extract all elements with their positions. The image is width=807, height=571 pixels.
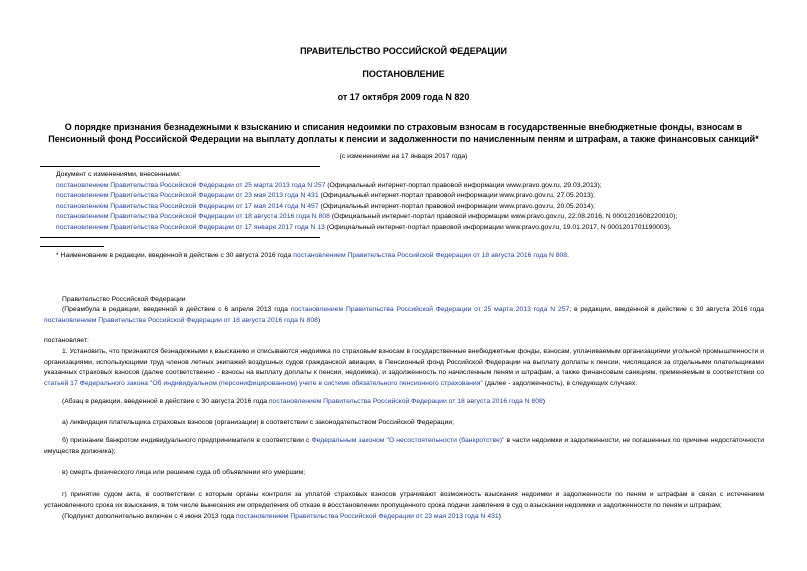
paragraph-1-note-link[interactable]: постановлением Правительства Российской Федерации от 18 августа 2016 года N 808 — [268, 398, 543, 405]
preamble-note — [44, 305, 764, 326]
subparagraph-v: в) смерть физического лица или решение суда об объявлении его умершим; — [62, 469, 306, 476]
preamble-link-808[interactable]: постановлением Правительства Российской Федерации от 18 августа 2016 года N 808 — [44, 316, 318, 324]
decides: постановляет: — [44, 337, 89, 344]
paragraph-1-text: 1. Установить, что признаются безнадежными к взысканию и списываются недоимка по страховым взносам в государственные внебюджетные фонды, взносам, уплачиваемым организациями угольной промышленности и организациями, использующими труд членов летных экипажей воздушных судов гражданской авиации, в Пенсионный фонд Российской Федерации на выплату доплаты к пенсии, числящаяся за отдельными плательщиками указанных страховых взносов (далее соответственно - взносы на выплату доплаты к пенсии, недоимка), и задолженность по начисленным пеням и штрафам, а также финансовым санкциям, применяемым в соответствии со — [44, 348, 764, 376]
paragraph-1-tail: (далее - задолженность), в следующих случаях: — [482, 379, 638, 387]
amendment-source: (Официальный интернет-портал правовой информации www.pravo.gov.ru, 19.01.2017, N 0001201701190003). — [324, 223, 672, 231]
subparagraph-b-suffix: в части недоимки и задолженности, не погашенных по причине недостаточности имущества должника); — [44, 437, 764, 455]
changes-note: (с изменениями на 17 января 2017 года) — [339, 153, 468, 160]
separator-middle — [40, 237, 320, 238]
subparagraph-g-note-prefix: (Подпункт дополнительно включен с 4 июня 2013 года — [62, 513, 237, 520]
amendment-source: (Официальный интернет-портал правовой информации www.pravo.gov.ru, 20.05.2014); — [318, 202, 595, 210]
footnote-suffix: . — [567, 252, 569, 259]
amendment-link[interactable]: постановлением Правительства Российской Федерации от 18 августа 2016 года N 808 — [56, 213, 330, 220]
amendment-link[interactable]: постановлением Правительства Российской Федерации от 17 января 2017 года N 13 — [56, 223, 325, 231]
paragraph-1-note-suffix: ) — [542, 398, 546, 405]
amendment-item — [56, 202, 786, 213]
subparagraph-a: а) ликвидация плательщика страховых взносов (организации) в соответствии с законодательством Российской Федерации; — [62, 419, 455, 426]
bankruptcy-law-link[interactable]: Федеральным законом "О несостоятельности (банкротстве)" — [311, 437, 505, 444]
preamble-note-suffix: ) — [317, 316, 321, 324]
paragraph-1 — [44, 347, 764, 389]
footnote-link[interactable]: постановлением Правительства Российской Федерации от 18 августа 2016 года N 808 — [293, 252, 568, 259]
amendment-item — [56, 212, 786, 223]
footnote — [56, 251, 786, 262]
preamble-note-prefix: (Преамбула в редакции, введенной в действие с 6 апреля 2013 года — [62, 306, 291, 313]
law-article-17-link[interactable]: статьей 17 Федерального закона "Об индивидуальном (персонифицированном) учете в системе обязательного пенсионного страхования" — [44, 379, 483, 387]
amendment-item — [56, 191, 786, 202]
subparagraph-b — [44, 436, 764, 457]
amendment-source: (Официальный интернет-портал правовой информации www.pravo.gov.ru, 27.05.2013); — [318, 192, 595, 199]
amendments-block — [56, 170, 786, 233]
footnote-prefix: * Наименование в редакции, введенной в действие с 30 августа 2016 года — [56, 252, 294, 259]
preamble-note-mid: ; в редакции, введенной в действие с 30 августа 2016 года — [569, 306, 764, 313]
document-title: О порядке признания безнадежными к взысканию и списания недоимки по страховым взносам в государственные внебюджетные фонды, взносам в Пенсионный фонд Российской Федерации на выплату доплаты к пенсии и задолженности по начисленным пеням и штрафам, а также финансовых санкций* — [48, 122, 759, 144]
amendment-link[interactable]: постановлением Правительства Российской Федерации от 17 мая 2014 года N 457 — [56, 202, 319, 210]
preamble: Правительство Российской Федерации — [62, 296, 186, 303]
paragraph-1-note — [44, 397, 764, 408]
amendment-link[interactable]: постановлением Правительства Российской Федерации от 25 марта 2013 года N 257 — [56, 181, 326, 189]
subparagraph-b-prefix: б) признание банкротом индивидуального предпринимателя в соответствии с — [62, 437, 312, 444]
amendment-item — [56, 223, 786, 234]
subparagraph-g: г) принятие судом акта, в соответствии с которым органы контроля за уплатой страховых взносов утрачивают возможность взыскания недоимки и задолженности по пеням и штрафам в связи с истечением установленного срока их взыскания, в том числе вынесения им определения об отказе в восстановлении пропущенного срока подачи заявления в суд о взыскании недоимки и задолженности по пеням и штрафам; — [44, 491, 764, 509]
amendment-item — [56, 181, 786, 192]
footnote-separator — [40, 246, 104, 247]
preamble-link-257[interactable]: постановлением Правительства Российской Федерации от 25 марта 2013 года N 257 — [290, 306, 570, 313]
amendment-link[interactable]: постановлением Правительства Российской Федерации от 23 мая 2013 года N 431 — [56, 192, 319, 199]
subparagraph-g-note-link[interactable]: постановлением Правительства Российской Федерации от 23 мая 2013 года N 431 — [236, 513, 499, 520]
document-type: ПОСТАНОВЛЕНИЕ — [362, 69, 445, 79]
government-name: ПРАВИТЕЛЬСТВО РОССИЙСКОЙ ФЕДЕРАЦИИ — [300, 46, 507, 56]
document-date: от 17 октября 2009 года N 820 — [337, 92, 470, 102]
amendment-source: (Официальный интернет-портал правовой информации www.pravo.gov.ru, 29.03.2013); — [325, 181, 602, 189]
amendment-source: (Официальный интернет-портал правовой информации www.pravo.gov.ru, 22.08.2016, N 0001201608220010); — [329, 213, 678, 220]
subparagraph-g-note — [44, 512, 764, 523]
amendments-intro: Документ с изменениями, внесенными: — [56, 171, 181, 178]
separator-top — [40, 166, 320, 167]
subparagraph-g-note-suffix: ) — [498, 513, 501, 520]
paragraph-1-note-prefix: (Абзац в редакции, введенной в действие с 30 августа 2016 года — [62, 398, 269, 405]
